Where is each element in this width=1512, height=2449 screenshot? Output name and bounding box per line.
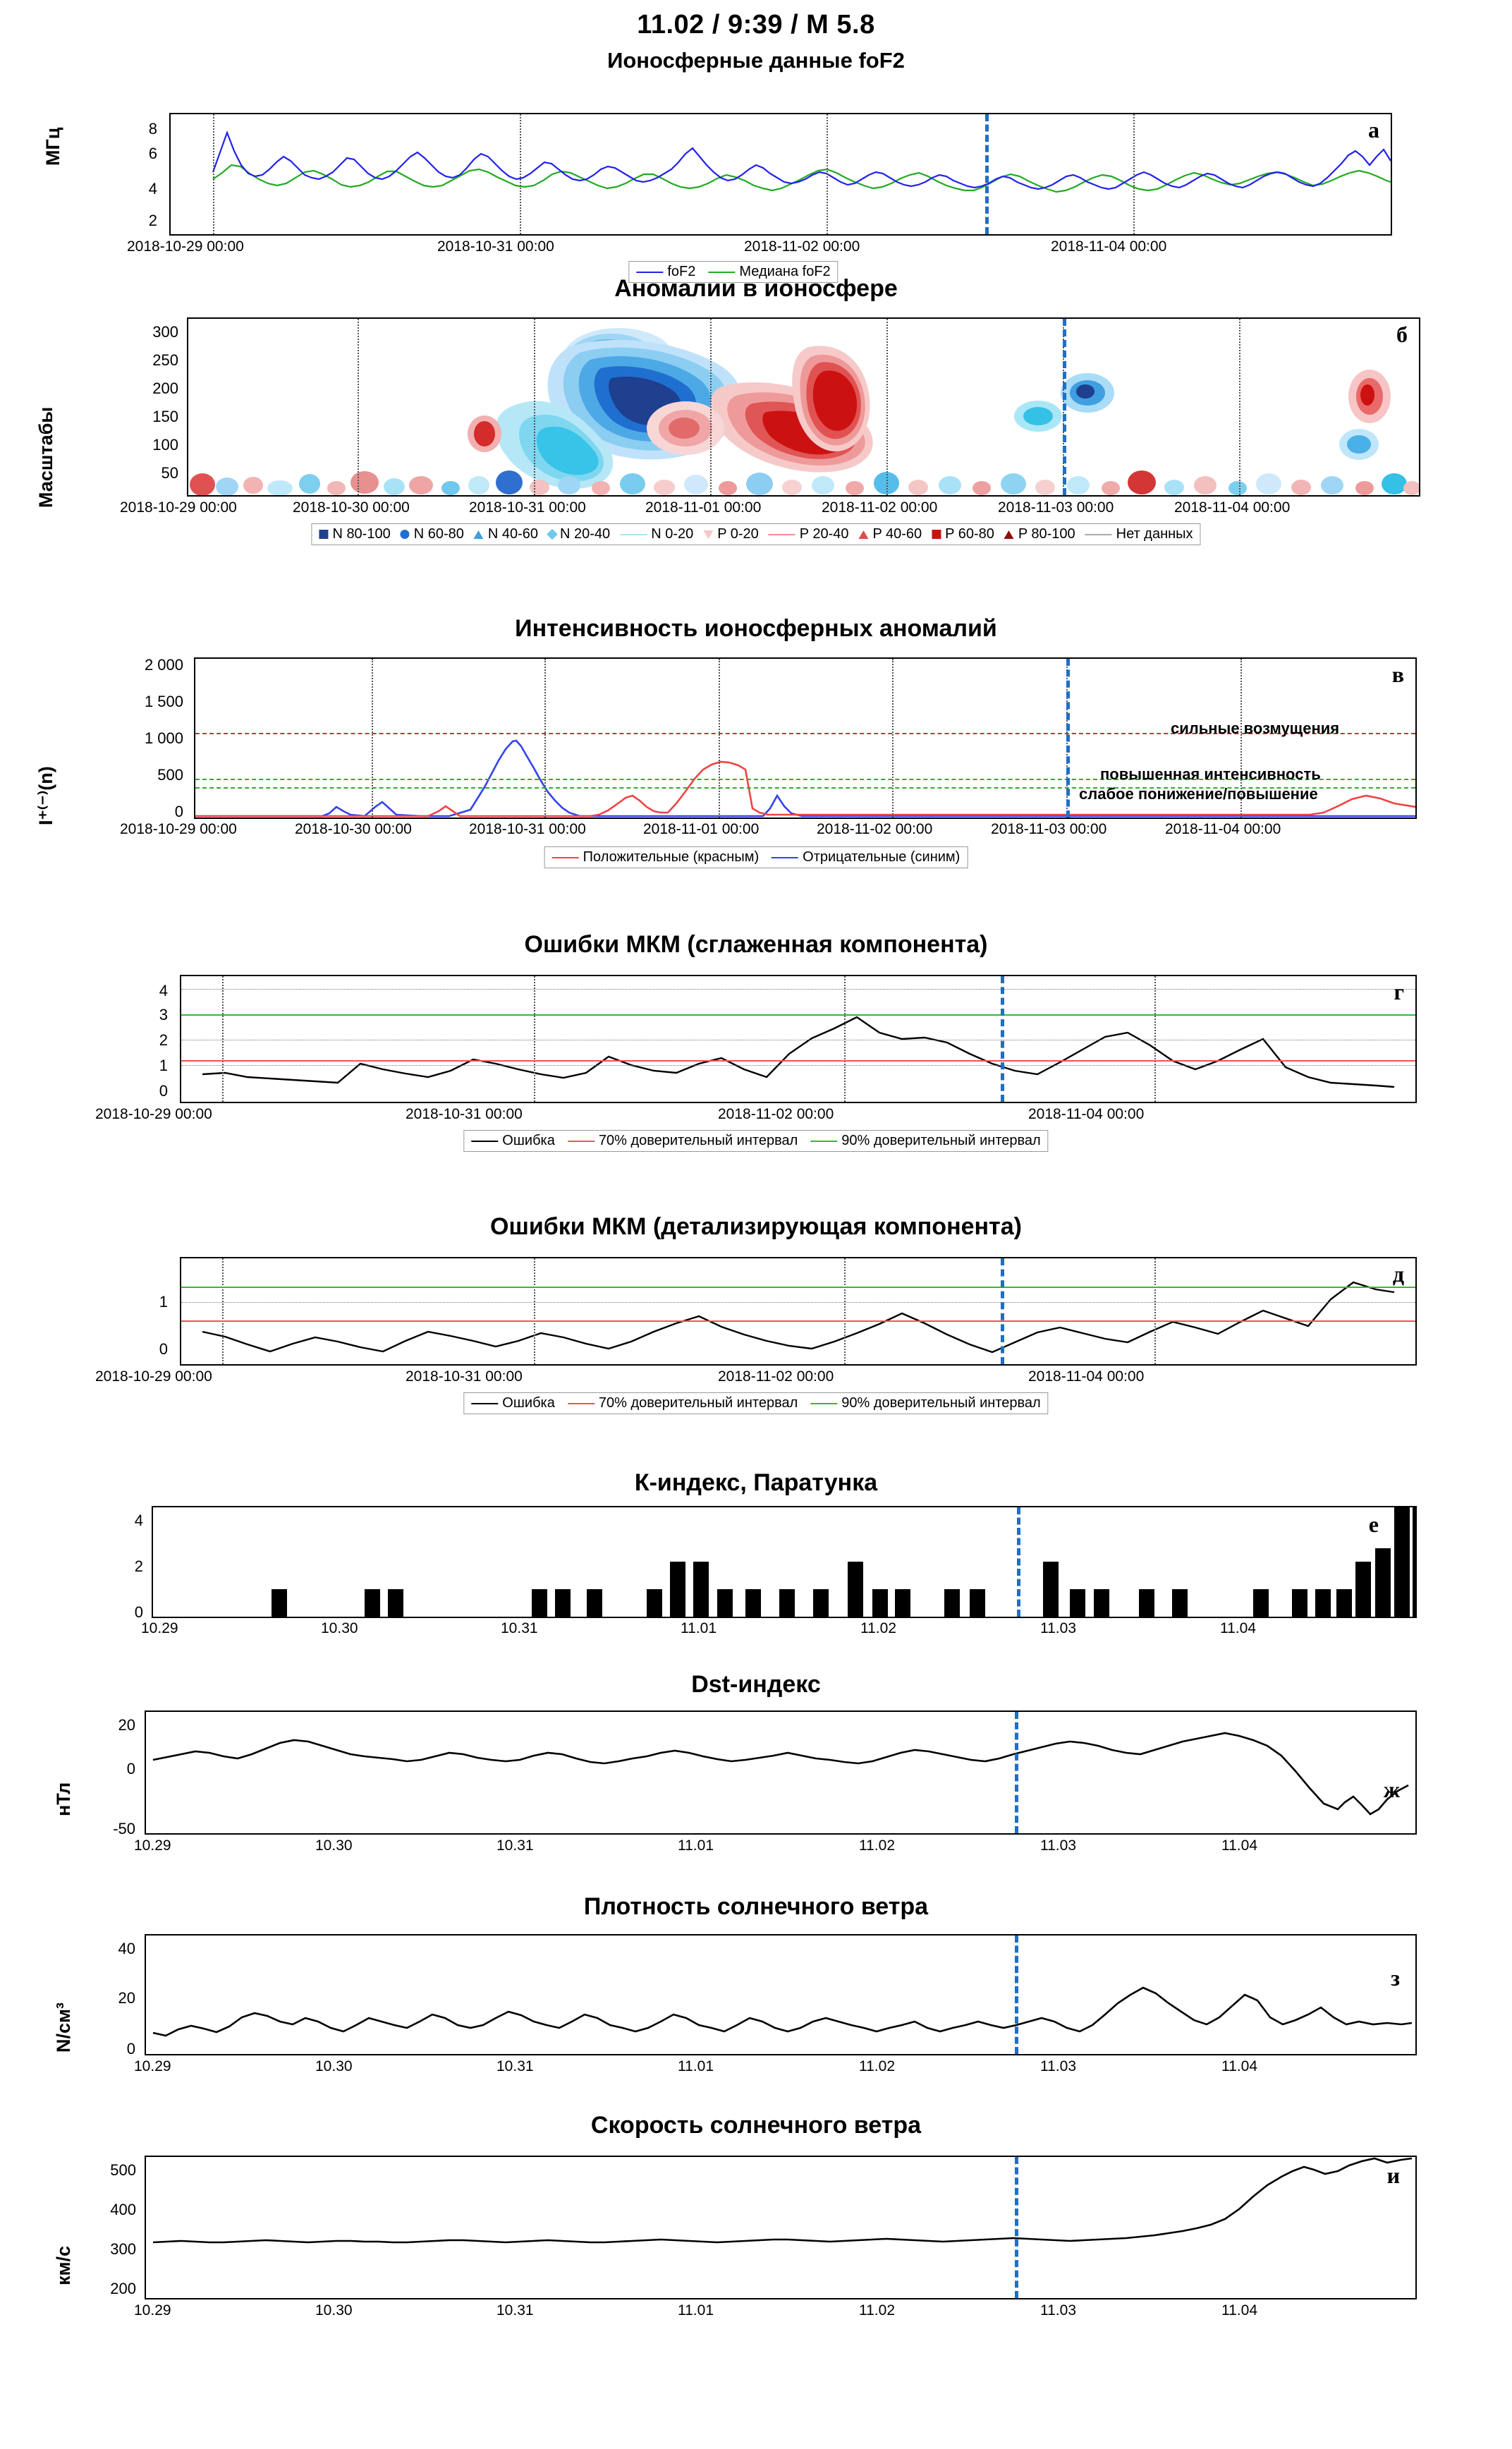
panel-density-plot — [145, 1934, 1417, 2055]
panel-anomalies-title: Аномалии в ионосфере — [614, 275, 898, 302]
panel-letter: и — [1386, 2163, 1400, 2188]
speed-series — [146, 2157, 1415, 2298]
panel-density-title: Плотность солнечного ветра — [583, 1893, 929, 1920]
xtick: 11.03 — [1040, 1837, 1076, 1854]
ytick: 0 — [174, 803, 183, 820]
mcm-detail-series — [181, 1258, 1415, 1364]
threshold-label-weak: слабое понижение/повышение — [1079, 785, 1318, 803]
xtick: 2018-10-29 00:00 — [95, 1368, 212, 1385]
ytick: 500 — [157, 766, 183, 784]
ytick: 20 — [118, 1989, 135, 2007]
panel-mcm-smooth-plot — [180, 975, 1417, 1103]
dst-series — [146, 1712, 1415, 1833]
legend-label: Отрицательные (синим) — [803, 849, 961, 865]
legend-label: N 60-80 — [413, 526, 464, 542]
panel-letter: з — [1391, 1965, 1400, 1991]
xtick: 2018-10-31 00:00 — [469, 499, 586, 516]
xtick: 11.02 — [860, 1620, 896, 1636]
xtick: 10.31 — [496, 1837, 534, 1854]
xtick: 2018-11-04 00:00 — [1165, 821, 1281, 837]
panel-dst-title: Dst-индекс — [691, 1671, 821, 1698]
panel-kindex — [0, 1450, 1512, 1668]
xtick: 11.04 — [1221, 1837, 1257, 1854]
threshold-label-strong: сильные возмущения — [1171, 719, 1340, 737]
xtick: 10.30 — [315, 2058, 353, 2074]
panel-letter: е — [1368, 1512, 1379, 1537]
ytick: 4 — [148, 180, 157, 198]
density-series — [146, 1936, 1415, 2054]
panel-mcm-detail-title: Ошибки МКМ (детализирующая компонента) — [490, 1213, 1022, 1240]
panel-letter: в — [1391, 662, 1404, 687]
legend-label: N 0-20 — [651, 526, 694, 542]
ytick: 20 — [118, 1716, 135, 1734]
xtick: 11.04 — [1221, 2058, 1257, 2074]
panel-mcm-smooth — [0, 924, 1512, 1206]
legend-label: foF2 — [667, 264, 696, 279]
ytick: 1 000 — [144, 729, 183, 747]
xtick: 2018-10-29 00:00 — [127, 238, 244, 255]
ytick: 3 — [159, 1006, 168, 1023]
xtick: 11.03 — [1040, 2058, 1076, 2074]
panel-speed-ylabel: км/с — [53, 2245, 74, 2285]
xtick: 10.31 — [496, 2058, 534, 2074]
xtick: 10.30 — [315, 1837, 353, 1854]
legend-label: Ошибка — [502, 1395, 555, 1411]
panel-mcm-detail — [0, 1199, 1512, 1453]
panel-mcm-smooth-title: Ошибки МКМ (сглаженная компонента) — [524, 931, 988, 958]
panel-fof2 — [0, 42, 1512, 279]
xtick: 2018-11-04 00:00 — [1051, 238, 1167, 255]
xtick: 2018-10-31 00:00 — [437, 238, 554, 255]
panel-speed-title: Скорость солнечного ветра — [590, 2112, 922, 2139]
xtick: 2018-11-04 00:00 — [1028, 1368, 1145, 1385]
legend-label: P 80-100 — [1018, 526, 1075, 542]
panel-fof2-title: Ионосферные данные foF2 — [607, 48, 905, 73]
legend-label: Положительные (красным) — [583, 849, 760, 865]
xtick: 2018-11-03 00:00 — [991, 821, 1107, 837]
xtick: 2018-11-01 00:00 — [645, 499, 762, 516]
xtick: 2018-10-31 00:00 — [469, 821, 586, 837]
panel-mcm-detail-plot — [180, 1257, 1417, 1366]
xtick: 11.01 — [678, 2302, 714, 2319]
legend-label: P 40-60 — [872, 526, 922, 542]
panel-anomalies — [0, 275, 1512, 600]
panel-fof2-ylabel: МГц — [42, 127, 63, 166]
panel-intensity — [0, 614, 1512, 924]
ytick: 0 — [134, 1603, 143, 1621]
xtick: 2018-11-02 00:00 — [744, 238, 860, 255]
ytick: 1 — [159, 1293, 168, 1311]
xtick: 11.03 — [1040, 1620, 1076, 1636]
panel-anomalies-ylabel: Масштабы — [35, 406, 56, 508]
panel-anomalies-legend — [311, 523, 1200, 545]
ytick: 150 — [152, 408, 178, 425]
ytick: 0 — [159, 1340, 168, 1358]
legend-label: 70% доверительный интервал — [598, 1133, 798, 1148]
panel-kindex-title: К-индекс, Паратунка — [634, 1469, 878, 1496]
xtick: 10.30 — [315, 2302, 353, 2319]
xtick: 10.29 — [134, 2058, 171, 2074]
legend-label: Ошибка — [502, 1133, 555, 1148]
legend-label: Медиана foF2 — [739, 264, 831, 279]
xtick: 2018-10-29 00:00 — [120, 821, 237, 837]
ytick: -50 — [113, 1820, 135, 1837]
panel-density-ylabel: N/см³ — [53, 2003, 74, 2053]
panel-mcm-smooth-legend — [463, 1130, 1048, 1152]
anomaly-contours — [188, 319, 1419, 495]
ytick: 400 — [110, 2201, 136, 2218]
panel-dst — [0, 1661, 1512, 1880]
legend-label: P 20-40 — [799, 526, 849, 542]
ytick: 2 — [148, 212, 157, 229]
figure-title: 11.02 / 9:39 / M 5.8 — [637, 10, 875, 40]
kindex-bars — [153, 1507, 1415, 1617]
panel-anomalies-plot — [187, 317, 1420, 497]
ytick: 1 — [159, 1057, 168, 1074]
xtick: 10.29 — [134, 2302, 171, 2319]
panel-letter: б — [1396, 322, 1408, 347]
ytick: 2 — [134, 1557, 143, 1575]
legend-label: 90% доверительный интервал — [841, 1395, 1041, 1411]
xtick: 11.02 — [859, 2058, 895, 2074]
panel-mcm-detail-legend — [463, 1392, 1048, 1414]
fof2-series — [171, 114, 1391, 234]
panel-letter: ж — [1383, 1777, 1400, 1802]
panel-speed — [0, 2102, 1512, 2328]
legend-label: N 80-100 — [332, 526, 391, 542]
ytick: 500 — [110, 2161, 136, 2179]
xtick: 2018-10-29 00:00 — [120, 499, 237, 516]
panel-speed-plot — [145, 2156, 1417, 2299]
panel-letter: а — [1368, 117, 1379, 142]
panel-kindex-plot — [152, 1506, 1417, 1618]
legend-label: Нет данных — [1116, 526, 1193, 542]
ytick: 300 — [152, 323, 178, 341]
ytick: 100 — [152, 436, 178, 454]
ytick: 300 — [110, 2240, 136, 2258]
ytick: 4 — [134, 1512, 143, 1529]
xtick: 11.03 — [1040, 2302, 1076, 2319]
xtick: 2018-11-04 00:00 — [1028, 1106, 1145, 1122]
xtick: 2018-11-02 00:00 — [822, 499, 938, 516]
xtick: 10.29 — [134, 1837, 171, 1854]
xtick: 2018-10-31 00:00 — [406, 1368, 523, 1385]
panel-density — [0, 1883, 1512, 2095]
mcm-smooth-series — [181, 976, 1415, 1102]
xtick: 2018-10-30 00:00 — [293, 499, 410, 516]
xtick: 11.01 — [678, 2058, 714, 2074]
xtick: 2018-11-02 00:00 — [718, 1106, 834, 1122]
panel-letter: г — [1394, 979, 1404, 1004]
xtick: 10.31 — [496, 2302, 534, 2319]
threshold-label-elevated: повышенная интенсивность — [1100, 765, 1321, 783]
xtick: 2018-11-02 00:00 — [718, 1368, 834, 1385]
xtick: 10.31 — [501, 1620, 538, 1636]
ytick: 200 — [152, 379, 178, 397]
panel-fof2-plot — [169, 113, 1392, 236]
xtick: 2018-11-01 00:00 — [643, 821, 760, 837]
panel-intensity-legend — [544, 846, 968, 868]
legend-label: 90% доверительный интервал — [841, 1133, 1041, 1148]
ytick: 40 — [118, 1940, 135, 1957]
panel-dst-plot — [145, 1710, 1417, 1835]
xtick: 2018-11-04 00:00 — [1174, 499, 1291, 516]
legend-label: P 0-20 — [717, 526, 759, 542]
xtick: 2018-10-30 00:00 — [295, 821, 412, 837]
legend-label: 70% доверительный интервал — [598, 1395, 798, 1411]
ytick: 2 000 — [144, 656, 183, 674]
xtick: 2018-10-29 00:00 — [95, 1106, 212, 1122]
xtick: 11.04 — [1221, 2302, 1257, 2319]
legend-label: N 40-60 — [487, 526, 539, 542]
xtick: 2018-11-02 00:00 — [817, 821, 933, 837]
panel-dst-ylabel: нТл — [53, 1782, 74, 1816]
ytick: 0 — [126, 2040, 135, 2058]
panel-letter: д — [1392, 1261, 1404, 1287]
xtick: 2018-10-31 00:00 — [406, 1106, 523, 1122]
ytick: 8 — [148, 120, 157, 138]
ytick: 0 — [159, 1082, 168, 1100]
ytick: 6 — [148, 145, 157, 162]
xtick: 11.01 — [681, 1620, 717, 1636]
ytick: 250 — [152, 351, 178, 369]
ytick: 50 — [161, 464, 178, 482]
panel-intensity-title: Интенсивность ионосферных аномалий — [515, 615, 997, 642]
ytick: 1 500 — [144, 693, 183, 710]
legend-label: P 60-80 — [945, 526, 994, 542]
ytick: 200 — [110, 2280, 136, 2297]
legend-label: N 20-40 — [560, 526, 611, 542]
xtick: 10.30 — [321, 1620, 358, 1636]
xtick: 11.01 — [678, 1837, 714, 1854]
xtick: 10.29 — [141, 1620, 178, 1636]
xtick: 11.02 — [859, 1837, 895, 1854]
xtick: 11.04 — [1220, 1620, 1256, 1636]
ytick: 0 — [126, 1760, 135, 1778]
xtick: 2018-11-03 00:00 — [998, 499, 1114, 516]
xtick: 11.02 — [859, 2302, 895, 2319]
panel-intensity-ylabel: I⁺⁽⁻⁾(n) — [35, 766, 56, 825]
ytick: 4 — [159, 982, 168, 999]
ytick: 2 — [159, 1031, 168, 1049]
